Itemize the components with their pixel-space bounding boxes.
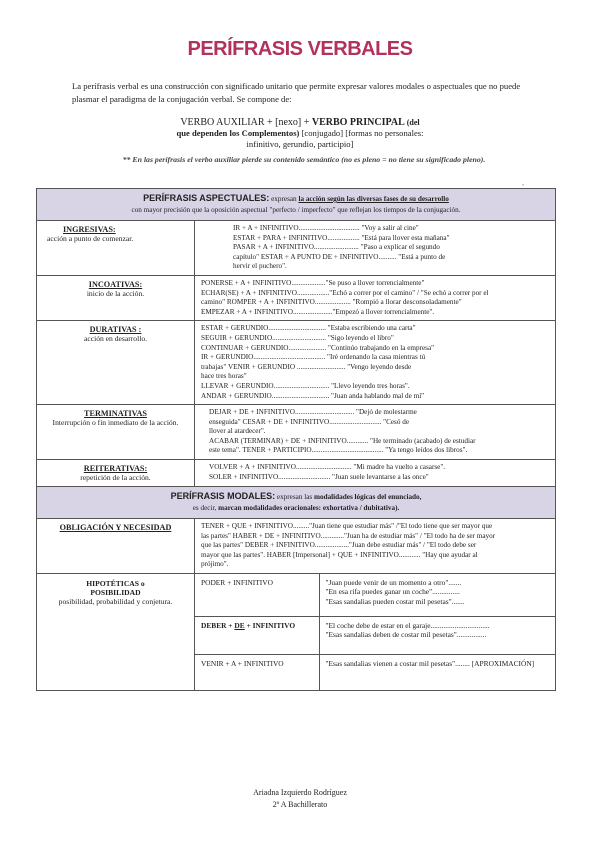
course: 2º A Bachillerato — [272, 800, 328, 809]
obligacion-cell: OBLIGACIÓN Y NECESIDAD — [37, 519, 195, 574]
perifrasis-table — [36, 188, 556, 691]
obligacion-examples: TENER + QUE + INFINITIVO........."Juan tiene que estudiar más" /"El todo tiene que ser mayor que las partes" HABER + DE + INFINITIVO............."Juan ha de estudiar más" / "El todo ha de ser mayor que las partes" DEBER + INFINITIVO..................."Juan debe estudiar más" / "El todo debe ser mayor que las partes". HABER [Impersonal] + QUE + INFINITIVO............ "Hay que ayudar al prójimo". — [195, 519, 556, 574]
modales-header: PERÍFRASIS MODALES: expresan las modalidades lógicas del enunciado, es decir, marcan modalidades oracionales: exhortativa / dubitativa). — [37, 487, 556, 519]
incoativas-cell: INCOATIVAS: inicio de la acción. — [37, 275, 195, 320]
durativas-cell: DURATIVAS : acción en desarrollo. — [37, 321, 195, 405]
venir-label: VENIR + A + INFINITIVO — [195, 654, 319, 690]
poder-label: PODER + INFINITIVO — [195, 574, 319, 616]
venir-examples: "Esas sandalias vienen a costar mil pesetas"........ [APROXIMACIÓN] — [325, 658, 535, 668]
terminativas-cell: TERMINATIVAS Interrupción o fin inmediato de la acción. — [37, 405, 195, 460]
terminativas-examples: DEJAR + DE + INFINITIVO................................. "Dejó de molestarme enseguida" CESAR + DE + INFINITIVO............................. "Cesó de llover al atardecer". ACABAR (TERMINAR) + DE + INFINITIVO............ "He terminado (acabado) de estudiar este tema". TENER + PARTICIPIO........................................ "Ya tengo leídos dos libros". — [195, 405, 556, 460]
reiterativas-cell: REITERATIVAS: repetición de la acción. — [37, 460, 195, 487]
durativas-examples: ESTAR + GERUNDIO................................ "Estaba escribiendo una carta" SEGUIR + GERUNDIO.............................. "Sigo leyendo el libro" CONTINUAR + GERUNDIO..................... "Continúo trabajando en la empresa" IR + GERUNDIO........................................ "Iré ordenando la casa mientras tú trabajas" VENIR + GERUNDIO ........................... "Vengo leyendo desde hace tres horas" LLEVAR + GERUNDIO............................... "Llevo leyendo tres horas". ANDAR + GERUNDIO................................ "Juan anda hablando mal de mí" — [195, 321, 556, 405]
footer — [0, 787, 600, 811]
formula: VERBO AUXILIAR + [nexo] + VERBO PRINCIPAL (del que dependen los Complementos) [conjugado] [formas no personales: infinitivo, gerundio, participio] — [176, 117, 424, 149]
ingresivas-cell: INGRESIVAS: acción a punto de comenzar. — [37, 221, 195, 276]
deber-label: DEBER + DE + INFINITIVO — [195, 616, 319, 654]
reiterativas-examples: VOLVER + A + INFINITIVO............................... "Mi madre ha vuelto a casarse". SOLER + INFINITIVO............................. "Juan suele levantarse a las once" — [195, 460, 556, 487]
deber-examples: "El coche debe de estar en el garaje................................ "Esas sandalias deben de costar mil pesetas"................ — [319, 616, 555, 654]
author: Ariadna Izquierdo Rodríguez — [253, 788, 347, 797]
incoativas-examples: PONERSE + A + INFINITIVO..................."Se puso a llover torrencialmente" ECHAR(SE) + A + INFINITIVO.................."Echó a correr por el camino" / "Se echó a correr por el camino" ROMPER + A + INFINITIVO.................... "Rompió a llorar desconsoladamente" EMPEZAR + A + INFINITIVO......................"Empezó a llover torrencialmente". — [195, 275, 556, 320]
page-title: PERÍFRASIS VERBALES — [187, 38, 413, 60]
poder-examples: "Juan puede venir de un momento a otro"....... "En esa rifa puedes ganar un coche"............... "Esas sandalias pueden costar mil pesetas"....... — [319, 574, 555, 616]
hipoteticas-subtable — [195, 574, 555, 690]
note: ** En las perífrasis el verbo auxiliar pierde su contenido semántico (no es pleno = no tiene su significado pleno). — [122, 155, 486, 164]
hipoteticas-subtable-cell — [195, 574, 556, 691]
dot-mark: • — [522, 183, 525, 189]
hipoteticas-cell: HIPOTÉTICAS o POSIBILIDAD posibilidad, probabilidad y conjetura. — [37, 574, 195, 691]
intro-paragraph: La perífrasis verbal es una construcción con significado unitario que permite expresar valores modales o aspectuales que no puede plasmar el paradigma de la conjugación verbal. Se compone de: — [72, 81, 521, 104]
ingresivas-examples: IR + A + INFINITIVO.................................. "Voy a salir al cine" ESTAR + PARA + INFINITIVO.................. "Está para llover esta mañana" PASAR + A + INFINITIVO......................... "Paso a explicar el segundo capítulo" ESTAR + A PUNTO DE + INFINITIVO.......... "Está a punto de hervir el puchero". — [195, 221, 556, 276]
aspectuales-header: PERÍFRASIS ASPECTUALES: expresan la acción según las diversas fases de su desarrollo con mayor precisión que la oposición aspectual "perfecto / imperfecto" que reflejan los tiempos de la conjugación. — [37, 189, 556, 221]
